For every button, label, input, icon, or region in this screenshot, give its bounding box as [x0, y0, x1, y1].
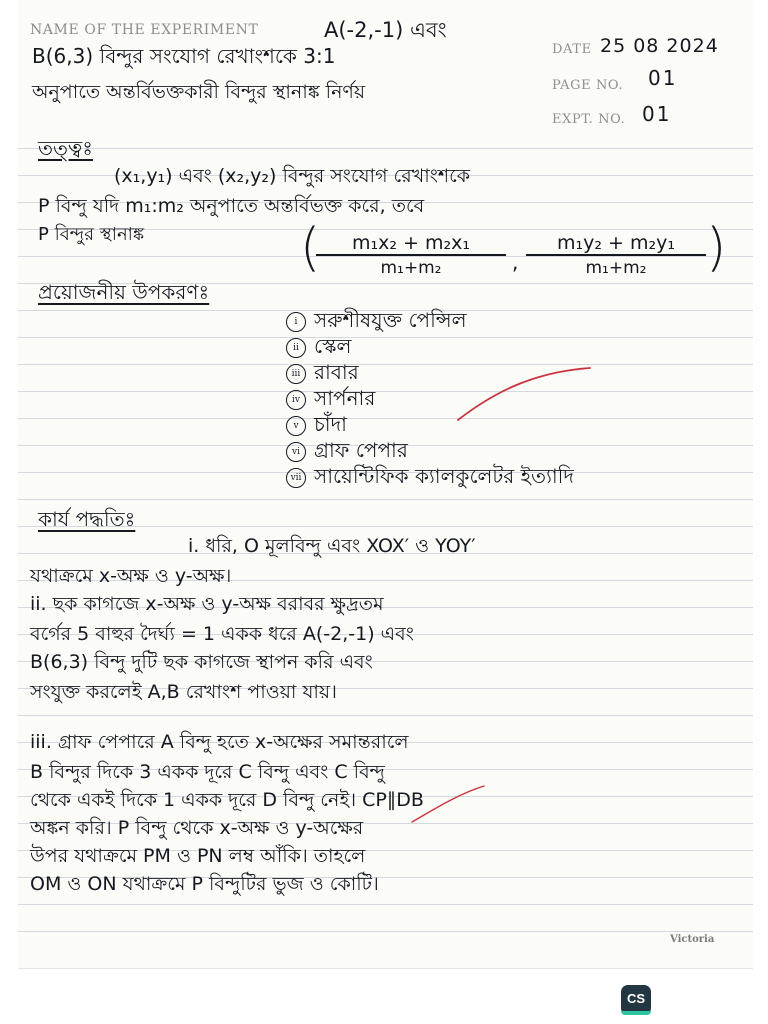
- ruled-line: [18, 904, 753, 905]
- formula-x-denominator: m₁+m₂: [380, 258, 442, 278]
- ruled-line: [18, 148, 753, 149]
- equipment-heading: প্রয়োজনীয় উপকরণঃ: [38, 280, 210, 304]
- experiment-title-line2: B(6,3) বিন্দুর সংযোগ রেখাংশকে 3:1: [32, 44, 336, 68]
- camscanner-logo: [621, 985, 651, 1015]
- theory-heading: তত্ত্বঃ: [38, 136, 93, 160]
- formula-close-paren: ): [706, 218, 727, 278]
- notebook-brand: Victoria: [670, 934, 715, 945]
- ruled-line: [18, 364, 753, 365]
- date-value: 25 08 2024: [600, 35, 719, 57]
- ruled-line: [18, 418, 753, 419]
- equipment-item: [286, 462, 574, 495]
- ruled-line: [18, 931, 753, 932]
- procedure-line: B(6,3) বিন্দু দুটি ছক কাগজে স্থাপন করি এবং: [30, 651, 373, 673]
- equipment-item-label: রাবার: [314, 360, 359, 384]
- equipment-number-badge: vii: [286, 468, 306, 488]
- procedure-line: ii. ছক কাগজে x-অক্ষ ও y-অক্ষ বরাবর ক্ষুদ্রতম: [30, 593, 384, 615]
- equipment-item-label: সায়েন্টিফিক ক্যালকুলেটর ইত্যাদি: [314, 464, 574, 488]
- experiment-title-line1: A(-2,-1) এবং: [324, 18, 447, 42]
- equipment-number-badge: ii: [286, 338, 306, 358]
- theory-line3: P বিন্দুর স্থানাঙ্ক: [38, 224, 145, 245]
- procedure-line: iii. গ্রাফ পেপারে A বিন্দু হতে x-অক্ষের সমান্তরালে: [30, 731, 409, 753]
- equipment-item-label: স্কেল: [314, 334, 352, 358]
- procedure-line: উপর যথাক্রমে PM ও PN লম্ব আঁকি। তাহলে: [30, 845, 366, 867]
- procedure-heading: কার্য পদ্ধতিঃ: [38, 507, 136, 531]
- procedure-line: বর্গের 5 বাহুর দৈর্ঘ্য = 1 একক ধরে A(-2,-1) এবং: [30, 623, 414, 645]
- equipment-item-label: চাঁদা: [314, 412, 347, 436]
- experiment-name-label: NAME OF THE EXPERIMENT: [30, 22, 259, 38]
- formula-y-fraction: [526, 232, 706, 278]
- procedure-line: থেকে একই দিকে 1 একক দূরে D বিন্দু নেই। CP∥DB: [30, 789, 424, 811]
- page-no-value: 01: [648, 66, 678, 90]
- ruled-line: [18, 715, 753, 716]
- equipment-item-label: সার্পনার: [314, 386, 376, 410]
- equipment-item-label: গ্রাফ পেপার: [314, 438, 408, 462]
- expt-no-label: EXPT. NO.: [552, 112, 626, 127]
- notebook-page: [18, 0, 753, 969]
- ruled-line: [18, 391, 753, 392]
- experiment-title-line3: অনুপাতে অন্তর্বিভক্তকারী বিন্দুর স্থানাঙ্ক নির্ণয়: [32, 81, 366, 103]
- page-no-label: PAGE NO.: [552, 78, 624, 93]
- formula-y-numerator: m₁y₂ + m₂y₁: [526, 232, 706, 256]
- equipment-number-badge: v: [286, 416, 306, 436]
- equipment-number-badge: vi: [286, 442, 306, 462]
- equipment-number-badge: iv: [286, 390, 306, 410]
- procedure-line: i. ধরি, O মূলবিন্দু এবং XOX′ ও YOY′: [188, 535, 476, 557]
- expt-no-value: 01: [642, 102, 672, 126]
- formula-separator: ,: [512, 250, 519, 274]
- procedure-line: সংযুক্ত করলেই A,B রেখাংশ পাওয়া যায়।: [30, 681, 337, 703]
- camscanner-logo-bar: [621, 1011, 651, 1015]
- procedure-line: যথাক্রমে x-অক্ষ ও y-অক্ষ।: [30, 565, 232, 587]
- formula-open-paren: (: [300, 218, 321, 278]
- formula-x-fraction: [316, 232, 506, 278]
- equipment-number-badge: iii: [286, 364, 306, 384]
- theory-line1: (x₁,y₁) এবং (x₂,y₂) বিন্দুর সংযোগ রেখাংশকে: [114, 165, 471, 187]
- date-label: DATE: [552, 42, 592, 57]
- theory-line2: P বিন্দু যদি m₁:m₂ অনুপাতে অন্তর্বিভক্ত করে, তবে: [38, 195, 425, 217]
- red-correction-mark: [408, 780, 488, 830]
- camscanner-logo-text: CS: [626, 991, 646, 1006]
- red-check-mark: [454, 362, 594, 424]
- equipment-number-badge: i: [286, 312, 306, 332]
- formula-x-numerator: m₁x₂ + m₂x₁: [316, 232, 506, 256]
- equipment-item-label: সরুশীষযুক্ত পেন্সিল: [314, 308, 467, 332]
- procedure-line: OM ও ON যথাক্রমে P বিন্দুটির ভুজ ও কোটি।: [30, 873, 379, 895]
- formula-y-denominator: m₁+m₂: [585, 258, 647, 278]
- ruled-line: [18, 499, 753, 500]
- procedure-line: B বিন্দুর দিকে 3 একক দূরে C বিন্দু এবং C বিন্দু: [30, 761, 385, 783]
- procedure-line: অঙ্কন করি। P বিন্দু থেকে x-অক্ষ ও y-অক্ষের: [30, 817, 364, 839]
